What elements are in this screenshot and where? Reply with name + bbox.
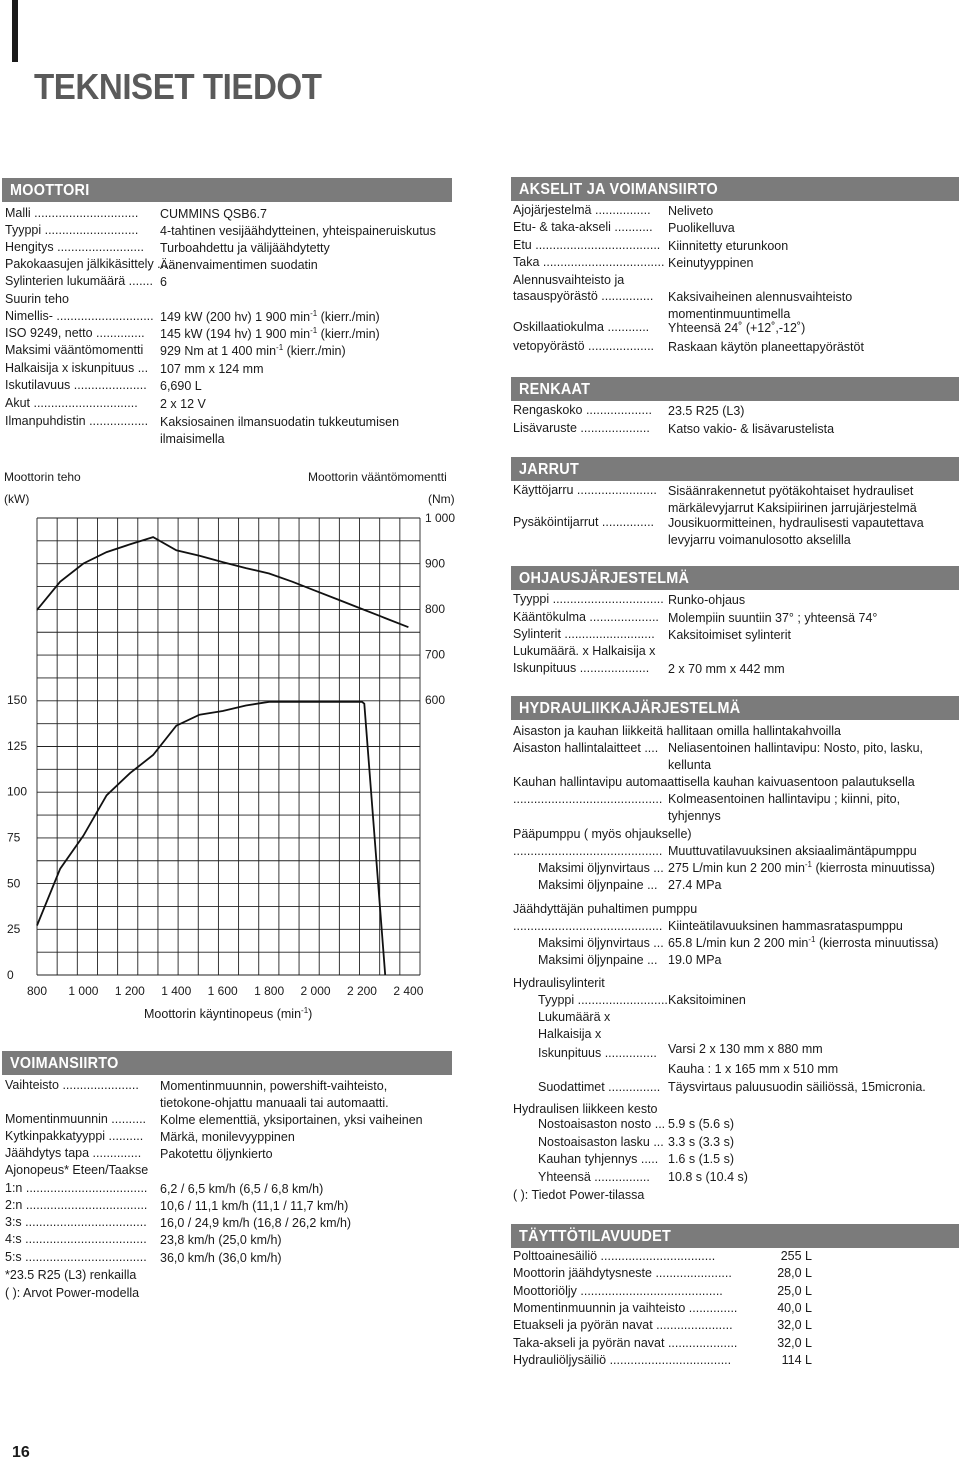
y-left-tick-label: 0	[7, 968, 14, 982]
spec-value: 929 Nm at 1 400 $\min^{-1}$ (kierr./min)	[160, 343, 346, 358]
spec-value: 149 kW (200 hv) 1 900 $\min^{-1}$ (kierr./min)	[160, 309, 380, 324]
spec-value: 4-tahtinen vesijäähdytteinen, yhteispaineruiskutus	[160, 224, 436, 238]
spec-label: 2:n ...................................	[5, 1198, 148, 1212]
x-tick-label: 2 200	[346, 984, 377, 998]
spec-label: Maksimi vääntömomentti	[5, 343, 144, 357]
spec-value: 6,690 L	[160, 379, 202, 393]
spec-label: Hengitys .........................	[5, 240, 144, 254]
spec-value: 6,2 / 6,5 km/h (6,5 / 6,8 km/h)	[160, 1182, 324, 1196]
power-curve	[37, 702, 385, 975]
hyd-hs-suod-label: Suodattimet ...............	[538, 1080, 661, 1094]
spec-value: Sisäänrakennetut pyötäkohtaiset hydrauliset märkälevyjarrut Kaksipiirinen jarrujärjestelmä	[668, 484, 917, 515]
hyd-pp-flow-label: Maksimi öljynvirtaus ...	[538, 861, 664, 875]
capacity-label: Hydrauliöljysäiliö ...................................	[513, 1352, 732, 1367]
capacity-label: Polttoainesäiliö .................................	[513, 1249, 716, 1263]
hyd-hs-type-label: Tyyppi ..........................	[538, 993, 668, 1007]
hyd-pp-flow-value: 275 L/min kun 2 200 $\min^{-1}$ (kierrosta minuutissa)	[668, 860, 935, 875]
y-left-tick-label: 25	[7, 922, 21, 937]
hyd-hs-suod-value: Täysvirtaus paluusuodin säiliössä, 15micronia.	[668, 1080, 926, 1094]
spec-label: Malli ..............................	[5, 206, 139, 220]
spec-value: Yhteensä 24˚ (+12˚,-12˚)	[668, 321, 806, 335]
hyd-jp-pres-label: Maksimi öljynpaine ...	[538, 953, 658, 967]
spec-label: Momentinmuunnin ..........	[5, 1112, 147, 1126]
capacity-value: 32,0 L	[777, 1335, 812, 1350]
duration-label: Nostoaisaston nosto ...	[538, 1117, 666, 1131]
x-tick-label: 2 000	[300, 984, 331, 998]
spec-label: Kytkinpakkatyyppi ..........	[5, 1129, 144, 1143]
spec-value: Keinutyyppinen	[668, 256, 754, 270]
hyd-note: ( ): Tiedot Power-tilassa	[513, 1188, 645, 1202]
spec-label: 3:s ...................................	[5, 1215, 147, 1229]
y-left-tick-label: 50	[7, 876, 21, 891]
spec-label: Lisävaruste ....................	[513, 421, 650, 435]
spec-label: Taka ...................................	[513, 255, 665, 269]
spec-label: Lukumäärä. x Halkaisija x	[513, 644, 656, 658]
x-tick-label: 1 000	[68, 984, 99, 998]
spec-value: Raskaan käytön planeettapyörästöt	[668, 340, 864, 354]
y-right-tick-label: 600	[425, 693, 446, 707]
spec-label: tasauspyörästö ...............	[513, 289, 654, 303]
spec-label: Tyyppi ...........................	[5, 223, 139, 237]
section-header-renkaat: RENKAAT	[511, 377, 959, 401]
capacity-value: 114 L	[781, 1352, 812, 1367]
spec-value: Kaksivaiheinen alennusvaihteisto momentinmuuntimella	[668, 290, 853, 321]
x-tick-label: 1 600	[207, 984, 238, 998]
spec-label: Rengaskoko ...................	[513, 403, 652, 417]
spec-value: Runko-ohjaus	[668, 593, 746, 607]
hyd-paapumppu: Pääpumppu ( myös ohjaukselle)	[513, 827, 692, 841]
hyd-liikkeen-kesto: Hydraulisen liikkeen kesto	[513, 1102, 658, 1116]
spec-label: Etu ....................................	[513, 238, 661, 252]
spec-value: Momentinmuunnin, powershift-vaihteisto, tietokone-ohjattu manuaali tai automaatti.	[160, 1079, 389, 1110]
hyd-jp-pres-value: 19.0 MPa	[668, 953, 722, 967]
spec-value: 23,8 km/h (25,0 km/h)	[160, 1233, 282, 1247]
hyd-hs-type-value: Kaksitoiminen	[668, 993, 746, 1007]
hyd-intro: Aisaston ja kauhan liikkeitä hallitaan omilla hallintakahvoilla	[513, 724, 841, 738]
spec-label: Ajojärjestelmä ................	[513, 203, 651, 217]
spec-label: 4:s ...................................	[5, 1232, 147, 1246]
y-right-tick-label: 800	[425, 602, 446, 616]
spec-label: ISO 9249, netto ..............	[5, 326, 145, 340]
engine-performance-chart	[0, 505, 470, 1015]
spec-value: Turboahdettu ja välijäähdytetty	[160, 241, 330, 255]
spec-label: Kääntökulma ....................	[513, 610, 659, 624]
capacity-value: 32,0 L	[777, 1318, 812, 1333]
chart-left-title: Moottorin teho	[4, 470, 81, 484]
spec-value: 2 x 70 mm x 442 mm	[668, 662, 785, 676]
y-left-tick-label: 100	[7, 784, 28, 799]
spec-value: Puolikelluva	[668, 221, 735, 235]
spec-label: Tyyppi ................................	[513, 592, 664, 606]
spec-label: Alennusvaihteisto ja	[513, 273, 625, 287]
hyd-pp-dots: ...........................................	[513, 844, 663, 858]
spec-value: 36,0 km/h (36,0 km/h)	[160, 1251, 282, 1265]
spec-label: Suurin teho	[5, 292, 69, 306]
capacity-label: Momentinmuunnin ja vaihteisto ..............	[513, 1300, 738, 1315]
spec-value: 10,6 / 11,1 km/h (11,1 / 11,7 km/h)	[160, 1199, 349, 1213]
spec-value: Märkä, monilevyyppinen	[160, 1130, 295, 1144]
y-left-tick-label: 150	[7, 693, 28, 707]
capacity-label: Taka-akseli ja pyörän navat ....................	[513, 1335, 738, 1350]
spec-value: Kaksitoimiset sylinterit	[668, 628, 791, 642]
duration-value: 5.9 s (5.6 s)	[668, 1117, 734, 1131]
hyd-jp-dots: ...........................................	[513, 919, 663, 933]
hyd-hs-l1: Lukumäärä x	[538, 1010, 611, 1024]
spec-label: Halkaisija x iskunpituus ...	[5, 361, 149, 375]
y-right-tick-label: 900	[425, 556, 446, 571]
spec-value: Kaksiosainen ilmansuodatin tukkeutumisen ilmaisimella	[160, 415, 400, 446]
spec-label: Pakokaasujen jälkikäsittely ...	[5, 257, 168, 271]
section-header-akselit: AKSELIT JA VOIMANSIIRTO	[511, 177, 959, 201]
spec-value: 16,0 / 24,9 km/h (16,8 / 26,2 km/h)	[160, 1216, 352, 1230]
spec-value: 107 mm x 124 mm	[160, 362, 264, 376]
header-accent-bar	[12, 0, 18, 62]
y-right-tick-label: 1 000	[425, 511, 456, 525]
hyd-kauhan-dots: ...........................................	[513, 792, 663, 806]
spec-label: Sylinterien lukumäärä .......	[5, 274, 153, 288]
spec-value: Molempiin suuntiin 37° ; yhteensä 74°	[668, 611, 878, 625]
section-header-hydrauliikka: HYDRAULIIKKAJÄRJESTELMÄ	[511, 696, 959, 720]
section-header-ohjaus: OHJAUSJÄRJESTELMÄ	[511, 566, 959, 590]
capacity-value: 28,0 L	[777, 1266, 812, 1281]
spec-label: Käyttöjarru .......................	[513, 483, 657, 497]
spec-label: 5:s ...................................	[5, 1250, 147, 1264]
y-right-tick-label: 700	[425, 647, 446, 662]
section-header-moottori: MOOTTORI	[2, 178, 452, 202]
x-tick-label: 1 400	[161, 984, 192, 998]
spec-label: Nimellis- ............................	[5, 309, 154, 323]
capacity-value: 255 L	[780, 1249, 812, 1263]
spec-value: Jousikuormitteinen, hydraulisesti vapautettava levyjarru voimanulosotto akselilla	[668, 516, 924, 547]
hyd-pp-value: Muuttuvatilavuuksinen aksiaalimäntäpumppu	[668, 844, 917, 858]
x-tick-label: 2 400	[393, 984, 424, 998]
hyd-kauhan-value: Kolmeasentoinen hallintavipu ; kiinni, pito, tyhjennys	[668, 792, 901, 823]
spec-value: Pakotettu öljynkierto	[160, 1147, 273, 1161]
spec-label: Vaihteisto ......................	[5, 1078, 139, 1092]
section-header-tayttotilavuudet: TÄYTTÖTILAVUUDET	[511, 1224, 959, 1248]
spec-label: Iskunpituus ....................	[513, 661, 650, 675]
spec-label: ( ): Arvot Power-modella	[5, 1286, 140, 1300]
spec-label: *23.5 R25 (L3) renkailla	[5, 1268, 137, 1282]
spec-value: CUMMINS QSB6.7	[160, 207, 267, 221]
duration-label: Yhteensä ................	[538, 1170, 650, 1184]
duration-value: 1.6 s (1.5 s)	[668, 1152, 734, 1166]
hyd-jp-flow-label: Maksimi öljynvirtaus ...	[538, 936, 664, 950]
spec-value: 2 x 12 V	[160, 397, 206, 411]
spec-value: Äänenvaimentimen suodatin	[160, 258, 318, 272]
spec-label: Oskillaatiokulma ............	[513, 320, 650, 334]
spec-label: Jäähdytys tapa ..............	[5, 1146, 142, 1160]
spec-label: Iskutilavuus .....................	[5, 378, 147, 392]
hyd-hs-l2: Halkaisija x	[538, 1027, 602, 1041]
hyd-pp-pres-label: Maksimi öljynpaine ...	[538, 878, 658, 892]
duration-value: 10.8 s (10.4 s)	[668, 1170, 748, 1184]
chart-right-unit: (Nm)	[428, 492, 455, 506]
spec-value: Kolme elementtiä, yksiportainen, yksi vaiheinen	[160, 1113, 423, 1127]
spec-label: Sylinterit ..........................	[513, 627, 655, 641]
spec-value: Katso vakio- & lisävarustelista	[668, 422, 835, 436]
spec-value: 145 kW (194 hv) 1 900 $\min^{-1}$ (kierr./min)	[160, 326, 380, 341]
hyd-jp-value: Kiinteätilavuuksinen hammasrataspumppu	[668, 919, 903, 933]
hyd-kauhan: Kauhan hallintavipu automaattisella kauhan kaivuasentoon palautuksella	[513, 775, 915, 789]
spec-label: 1:n ...................................	[5, 1181, 148, 1195]
torque-curve	[37, 537, 408, 627]
capacity-value: 40,0 L	[777, 1300, 812, 1315]
hyd-sylinterit: Hydraulisylinterit	[513, 976, 605, 990]
hyd-jp-flow-value: 65.8 L/min kun 2 200 $\min^{-1}$ (kierrosta minuutissa)	[668, 935, 939, 950]
x-tick-label: 800	[26, 984, 48, 998]
capacity-label: Etuakseli ja pyörän navat ......................	[513, 1318, 733, 1333]
hyd-hs-v1: Varsi 2 x 130 mm x 880 mm	[668, 1042, 823, 1056]
chart-right-title: Moottorin vääntömomentti	[308, 470, 447, 484]
spec-label: vetopyörästö ...................	[513, 339, 655, 353]
y-left-tick-label: 125	[7, 738, 28, 753]
duration-label: Nostoaisaston lasku ...	[538, 1135, 664, 1149]
chart-x-title: Moottorin käyntinopeus $(\min^{-1})$	[144, 1006, 313, 1021]
x-tick-label: 1 200	[114, 984, 145, 998]
capacity-value: 25,0 L	[777, 1283, 812, 1298]
hyd-pp-pres-value: 27.4 MPa	[668, 878, 722, 892]
spec-value: 23.5 R25 (L3)	[668, 404, 745, 418]
x-tick-label: 1 800	[254, 984, 285, 998]
hyd-aisasto-label: Aisaston hallintalaitteet ....	[513, 741, 659, 755]
spec-label: Etu- & taka-akseli ...........	[513, 220, 653, 234]
spec-label: Ilmanpuhdistin .................	[5, 414, 149, 428]
spec-label: Akut ..............................	[5, 396, 138, 410]
hyd-jpumppu: Jäähdyttäjän puhaltimen pumppu	[513, 902, 698, 916]
page-title: TEKNISET TIEDOT	[34, 66, 322, 107]
page-number: 16	[12, 1444, 30, 1461]
y-left-tick-label: 75	[7, 830, 21, 845]
hyd-hs-v2: Kauha : 1 x 165 mm x 510 mm	[668, 1062, 839, 1076]
capacity-label: Moottoriöljy .........................................	[513, 1283, 723, 1298]
spec-label: Pysäköintijarrut ...............	[513, 515, 655, 529]
spec-label: Ajonopeus* Eteen/Taakse	[5, 1163, 149, 1177]
duration-label: Kauhan tyhjennys .....	[538, 1152, 659, 1166]
duration-value: 3.3 s (3.3 s)	[668, 1135, 734, 1149]
spec-value: Kiinnitetty eturunkoon	[668, 239, 789, 253]
spec-value: Neliveto	[668, 204, 714, 218]
chart-left-unit: (kW)	[4, 492, 30, 506]
capacity-label: Moottorin jäähdytysneste ......................	[513, 1266, 732, 1281]
hyd-aisasto-value: Neliasentoinen hallintavipu: Nosto, pito, lasku, kellunta	[668, 741, 924, 772]
section-header-voimansiirto: VOIMANSIIRTO	[2, 1051, 452, 1075]
section-header-jarrut: JARRUT	[511, 457, 959, 481]
spec-value: 6	[160, 275, 167, 289]
hyd-hs-l3: Iskunpituus ...............	[538, 1046, 657, 1060]
